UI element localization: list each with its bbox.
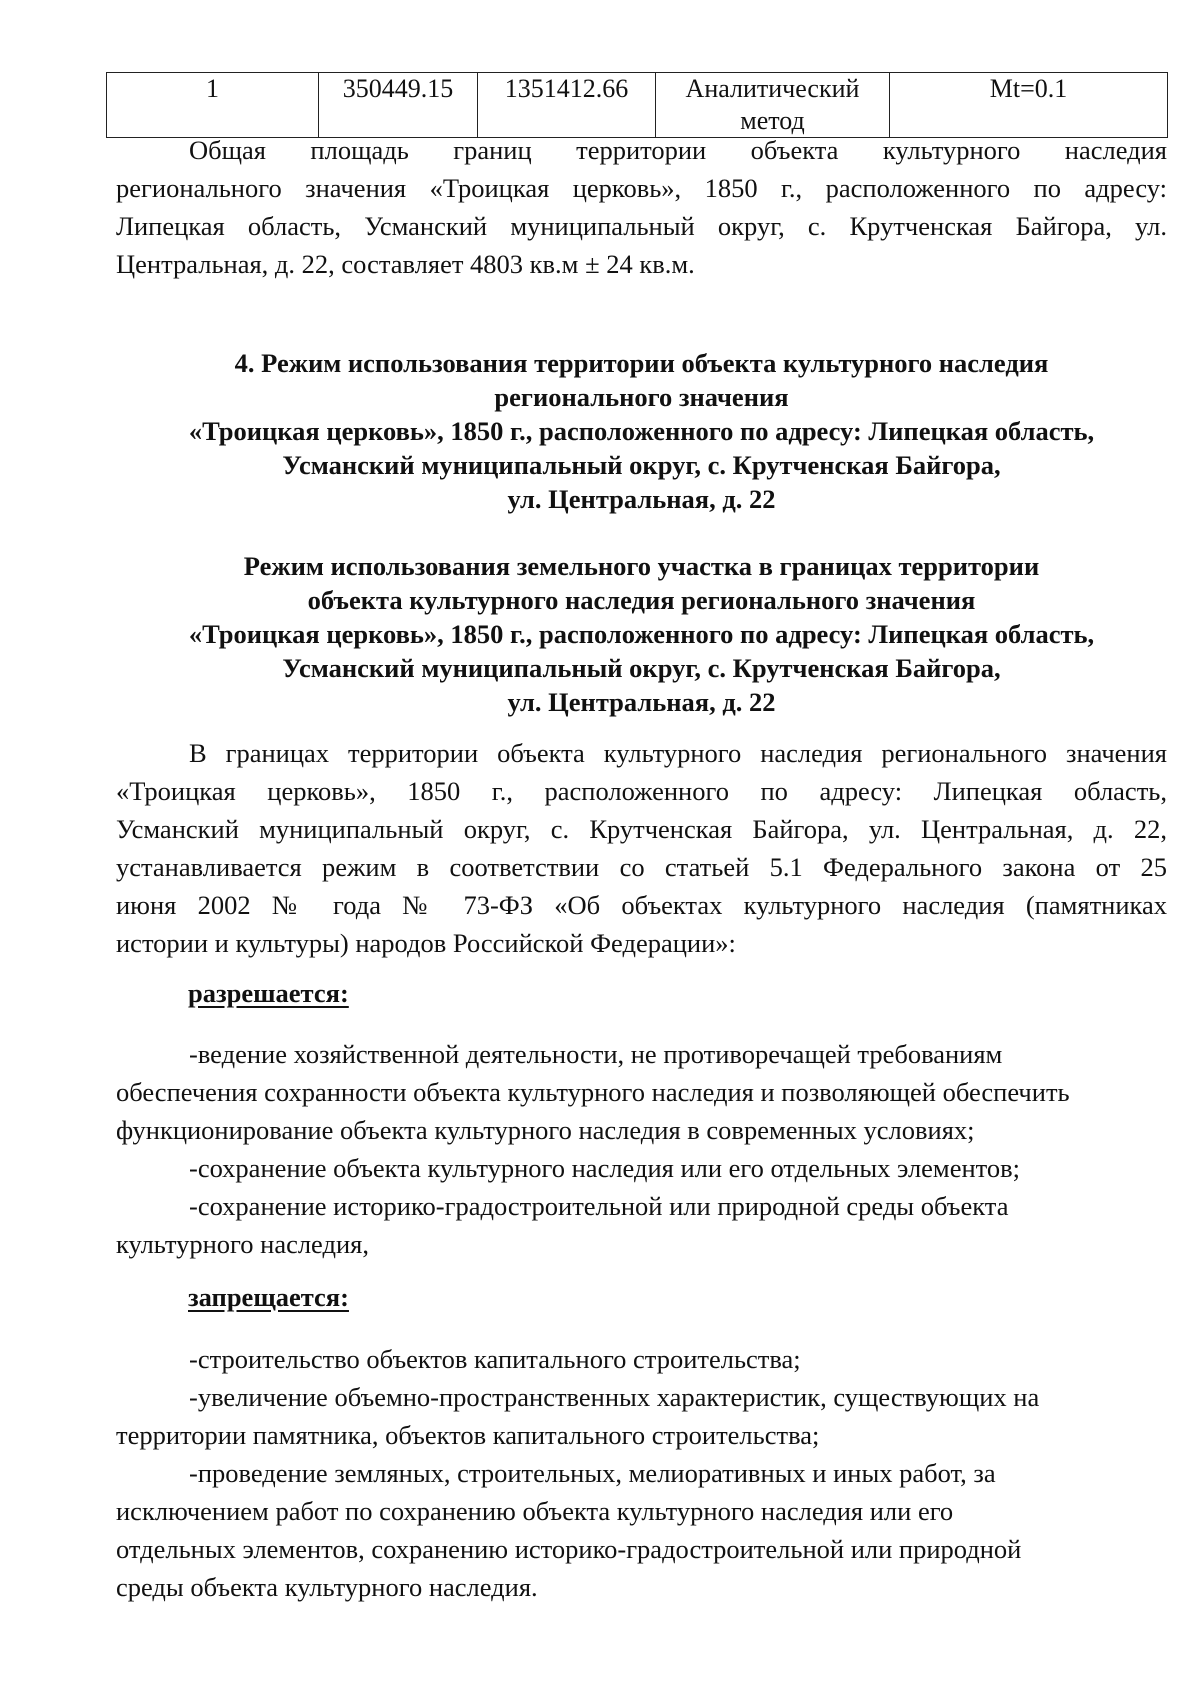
paragraph-line: Общая площадь границ территории объекта культурного наследия	[189, 135, 1167, 165]
paragraph-line: В границах территории объекта культурного наследия регионального значения	[189, 738, 1167, 768]
heading-line: Усманский муниципальный округ, с. Крутченская Байгора,	[282, 653, 1001, 683]
paragraph-line: устанавливается режим в соответствии со статьей 5.1 Федерального закона от 25	[116, 852, 1167, 882]
list-item: -сохранение объекта культурного наследия или его отдельных элементов;	[189, 1153, 1020, 1183]
list-item: -проведение земляных, строительных, мелиоративных и иных работ, за	[189, 1458, 996, 1488]
paragraph-line: Липецкая область, Усманский муниципальный округ, с. Крутченская Байгора, ул.	[116, 211, 1167, 241]
regime-paragraph	[116, 734, 1167, 962]
table-row	[107, 73, 1168, 138]
paragraph-line: июня 2002 № года № 73-ФЗ «Об объектах культурного наследия (памятниках	[116, 890, 1167, 920]
paragraph-line: Усманский муниципальный округ, с. Крутченская Байгора, ул. Центральная, д. 22,	[116, 814, 1167, 844]
subsection-heading	[116, 549, 1167, 719]
allowed-label: разрешается:	[188, 978, 349, 1008]
prohibited-label: запрещается:	[188, 1282, 349, 1312]
allowed-list	[116, 1035, 1167, 1263]
list-item-continuation: культурного наследия,	[116, 1229, 369, 1259]
paragraph-line: истории и культуры) народов Российской Федерации»:	[116, 928, 736, 958]
heading-line: ул. Центральная, д. 22	[507, 687, 776, 717]
heading-line: «Троицкая церковь», 1850 г., расположенного по адресу: Липецкая область,	[188, 619, 1095, 649]
list-item: -ведение хозяйственной деятельности, не противоречащей требованиям	[189, 1039, 1003, 1069]
list-item-continuation: среды объекта культурного наследия.	[116, 1572, 538, 1602]
prohibited-list	[116, 1340, 1167, 1606]
table-cell-method: Аналитический метод	[656, 73, 890, 138]
list-item: -сохранение историко-градостроительной или природной среды объекта	[189, 1191, 1009, 1221]
heading-line: объекта культурного наследия регионального значения	[307, 585, 976, 615]
area-paragraph	[116, 131, 1167, 283]
table-cell-y: 1351412.66	[478, 73, 656, 138]
heading-line: регионального значения	[494, 382, 789, 412]
paragraph-line: регионального значения «Троицкая церковь», 1850 г., расположенного по адресу:	[116, 173, 1167, 203]
heading-line: 4. Режим использования территории объекта культурного наследия	[234, 348, 1049, 378]
list-item: -увеличение объемно-пространственных характеристик, существующих на	[189, 1382, 1040, 1412]
table-cell-accuracy: Mt=0.1	[890, 73, 1168, 138]
heading-line: Усманский муниципальный округ, с. Крутченская Байгора,	[282, 450, 1001, 480]
list-item-continuation: исключением работ по сохранению объекта культурного наследия или его	[116, 1496, 954, 1526]
list-item-continuation: территории памятника, объектов капитального строительства;	[116, 1420, 820, 1450]
list-item-continuation: отдельных элементов, сохранению историко-градостроительной или природной	[116, 1534, 1022, 1564]
heading-line: «Троицкая церковь», 1850 г., расположенного по адресу: Липецкая область,	[188, 416, 1095, 446]
table-cell-number: 1	[107, 73, 319, 138]
paragraph-line: «Троицкая церковь», 1850 г., расположенного по адресу: Липецкая область,	[116, 776, 1167, 806]
list-item-continuation: обеспечения сохранности объекта культурного наследия и позволяющей обеспечить	[116, 1077, 1070, 1107]
list-item-continuation: функционирование объекта культурного наследия в современных условиях;	[116, 1115, 975, 1145]
list-item: -строительство объектов капитального строительства;	[189, 1344, 801, 1374]
section-heading-4	[116, 346, 1167, 516]
coordinates-table	[106, 72, 1168, 138]
table-cell-x: 350449.15	[319, 73, 478, 138]
heading-line: Режим использования земельного участка в границах территории	[243, 551, 1040, 581]
paragraph-line: Центральная, д. 22, составляет 4803 кв.м ± 24 кв.м.	[116, 249, 695, 279]
heading-line: ул. Центральная, д. 22	[507, 484, 776, 514]
